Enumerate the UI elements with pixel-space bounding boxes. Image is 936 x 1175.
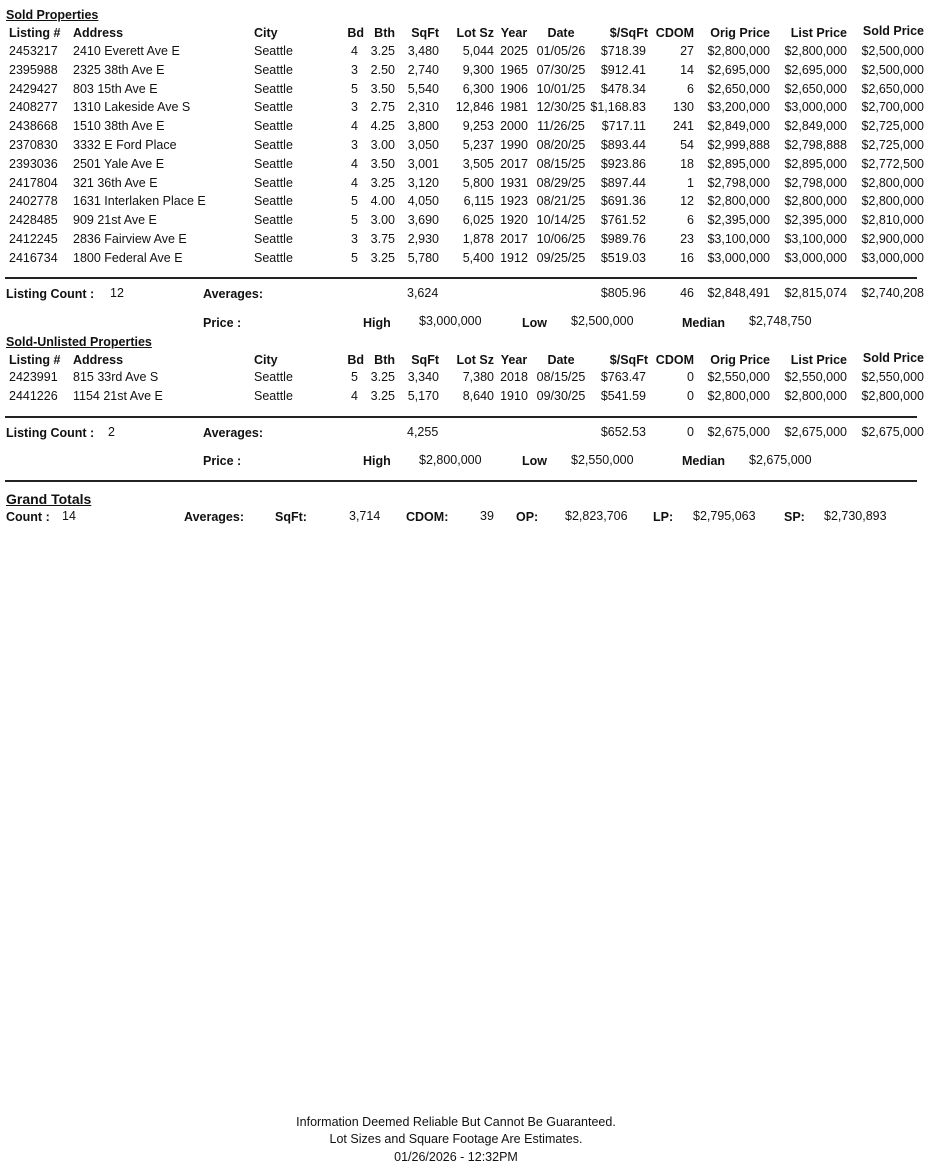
cell-bathrooms: 3.75 (370, 232, 395, 246)
cell-sold-date: 10/06/25 (536, 232, 586, 246)
unlisted-avg-sold-price: $2,675,000 (861, 425, 924, 439)
cell-sold-date: 11/26/25 (537, 119, 585, 134)
header-orig-price: Orig Price (710, 26, 770, 40)
header-bth: Bth (374, 26, 395, 40)
table-row (0, 42, 936, 60)
cell-list-price: $2,800,000 (784, 44, 847, 58)
cell-bathrooms: 3.25 (370, 250, 395, 265)
unlisted-count-label: Listing Count : (6, 426, 95, 440)
cell-list-price: $2,895,000 (784, 156, 847, 171)
cell-city: Seattle (254, 232, 293, 246)
cell-cdom: 241 (673, 119, 694, 134)
cell-bedrooms: 4 (351, 175, 358, 190)
header-bth: Bth (374, 353, 395, 367)
cell-sold-date: 10/01/25 (536, 81, 586, 96)
cell-sold-price: $2,800,000 (861, 175, 924, 190)
sold-count-value: 12 (110, 286, 124, 300)
cell-sold-price: $2,772,500 (861, 156, 924, 171)
cell-orig-price: $2,695,000 (707, 62, 770, 77)
cell-cdom: 6 (687, 213, 694, 228)
cell-sqft: 5,540 (407, 81, 439, 96)
cell-listing-number: 2416734 (9, 250, 58, 265)
cell-cdom: 54 (680, 138, 694, 152)
cell-price-per-sqft: $541.59 (600, 389, 646, 403)
cell-price-per-sqft: $519.03 (600, 250, 646, 265)
cell-year-built: 2000 (500, 119, 528, 134)
cell-list-price: $3,000,000 (784, 100, 847, 115)
cell-cdom: 18 (680, 156, 694, 171)
cell-address: 1310 Lakeside Ave S (73, 100, 191, 115)
cell-bathrooms: 2.50 (370, 62, 395, 77)
table-row (0, 117, 936, 135)
cell-city: Seattle (254, 370, 293, 384)
cell-sold-price: $2,550,000 (861, 370, 924, 384)
cell-city: Seattle (254, 250, 293, 265)
cell-lot-size: 3,505 (462, 156, 494, 171)
grand-divider (5, 480, 917, 482)
cell-address: 3332 E Ford Place (73, 138, 177, 152)
cell-sqft: 3,120 (407, 175, 439, 190)
cell-bathrooms: 3.25 (370, 370, 395, 384)
cell-listing-number: 2408277 (9, 100, 58, 115)
cell-sold-date: 08/15/25 (536, 156, 586, 171)
grand-cdom-label: CDOM: (406, 510, 449, 524)
cell-sqft: 3,480 (407, 44, 439, 58)
cell-sold-date: 01/05/26 (536, 44, 586, 58)
sold-avg-list-price: $2,815,074 (784, 286, 847, 300)
cell-sold-date: 08/15/25 (536, 370, 586, 384)
grand-cdom-value: 39 (480, 509, 494, 523)
cell-sold-date: 07/30/25 (536, 62, 586, 77)
cell-sold-price: $2,725,000 (861, 138, 924, 152)
cell-bedrooms: 5 (351, 81, 358, 96)
cell-price-per-sqft: $691.36 (600, 194, 646, 209)
unlisted-low-value: $2,550,000 (571, 453, 634, 467)
sold-avg-sold-price: $2,740,208 (861, 286, 924, 300)
sold-divider (5, 277, 917, 279)
cell-lot-size: 6,300 (462, 81, 494, 96)
header-date: Date (547, 353, 575, 367)
cell-bedrooms: 5 (351, 194, 358, 209)
header-cdom: CDOM (655, 26, 694, 40)
sold-high-value: $3,000,000 (419, 314, 482, 328)
cell-orig-price: $2,798,000 (707, 175, 770, 190)
unlisted-avg-ppsf: $652.53 (600, 425, 646, 439)
cell-sqft: 2,310 (407, 100, 439, 115)
cell-sold-price: $2,900,000 (861, 232, 924, 246)
cell-bathrooms: 3.25 (370, 175, 395, 190)
cell-price-per-sqft: $897.44 (600, 175, 646, 190)
cell-cdom: 23 (680, 232, 694, 246)
cell-listing-number: 2395988 (9, 62, 58, 77)
cell-lot-size: 1,878 (462, 232, 494, 246)
cell-cdom: 27 (680, 44, 694, 58)
cell-lot-size: 7,380 (462, 370, 494, 384)
table-row (0, 174, 936, 192)
cell-price-per-sqft: $718.39 (600, 44, 646, 58)
cell-orig-price: $3,100,000 (707, 232, 770, 246)
unlisted-median-label: Median (682, 454, 726, 468)
cell-orig-price: $3,000,000 (707, 250, 770, 265)
cell-price-per-sqft: $923.86 (600, 156, 646, 171)
cell-bathrooms: 3.25 (370, 389, 395, 403)
table-row (0, 61, 936, 79)
header-address: Address (73, 26, 124, 40)
table-row (0, 80, 936, 98)
cell-lot-size: 5,044 (462, 44, 494, 58)
table-row (0, 368, 936, 386)
cell-address: 1510 38th Ave E (73, 119, 165, 134)
cell-price-per-sqft: $717.11 (601, 119, 646, 134)
header-year: Year (500, 353, 528, 367)
cell-lot-size: 5,237 (462, 138, 494, 152)
header-sold-price: Sold Price (862, 24, 924, 38)
unlisted-averages-label: Averages: (203, 426, 263, 440)
cell-year-built: 1923 (500, 194, 528, 209)
cell-bathrooms: 2.75 (370, 100, 395, 115)
cell-sold-price: $2,725,000 (861, 119, 924, 134)
cell-year-built: 2017 (500, 156, 528, 171)
cell-listing-number: 2441226 (9, 389, 58, 403)
cell-list-price: $2,798,000 (784, 175, 847, 190)
cell-year-built: 2025 (500, 44, 528, 58)
grand-lp-label: LP: (653, 510, 674, 524)
cell-address: 1154 21st Ave E (73, 389, 163, 403)
sold-median-label: Median (682, 316, 726, 330)
cell-address: 803 15th Ave E (73, 81, 158, 96)
grand-sp-value: $2,730,893 (824, 509, 887, 523)
cell-cdom: 6 (687, 81, 694, 96)
cell-cdom: 0 (687, 370, 694, 384)
cell-lot-size: 6,115 (463, 194, 494, 209)
cell-lot-size: 9,253 (462, 119, 494, 134)
cell-address: 2501 Yale Ave E (73, 156, 165, 171)
cell-city: Seattle (254, 389, 293, 403)
header-list-price: List Price (790, 353, 847, 367)
cell-city: Seattle (254, 119, 293, 134)
cell-orig-price: $2,849,000 (707, 119, 770, 134)
header-sqft: SqFt (411, 353, 439, 367)
cell-city: Seattle (254, 194, 293, 209)
cell-bathrooms: 3.00 (370, 138, 395, 152)
header-sqft: SqFt (411, 26, 439, 40)
cell-list-price: $3,000,000 (784, 250, 847, 265)
grand-totals-title: Grand Totals (6, 491, 92, 507)
cell-address: 2325 38th Ave E (73, 62, 165, 77)
cell-list-price: $2,550,000 (784, 370, 847, 384)
cell-sold-price: $3,000,000 (861, 250, 924, 265)
cell-city: Seattle (254, 100, 293, 115)
sold-low-label: Low (522, 316, 547, 330)
cell-price-per-sqft: $761.52 (600, 213, 646, 228)
header-lot: Lot Sz (456, 26, 494, 40)
table-row (0, 98, 936, 116)
grand-op-value: $2,823,706 (565, 509, 628, 523)
sold-averages-label: Averages: (203, 287, 263, 301)
table-row (0, 155, 936, 173)
cell-bathrooms: 4.00 (370, 194, 395, 209)
cell-address: 815 33rd Ave S (73, 370, 159, 384)
cell-listing-number: 2412245 (9, 232, 58, 246)
cell-sqft: 3,001 (407, 156, 439, 171)
cell-city: Seattle (254, 156, 293, 171)
cell-sold-date: 12/30/25 (536, 100, 586, 115)
cell-year-built: 1920 (500, 213, 528, 228)
unlisted-section-title: Sold-Unlisted Properties (6, 335, 152, 349)
unlisted-avg-list-price: $2,675,000 (784, 425, 847, 439)
sold-avg-ppsf: $805.96 (600, 286, 646, 300)
cell-sold-date: 08/29/25 (536, 175, 586, 190)
header-city: City (254, 26, 278, 40)
cell-city: Seattle (254, 138, 293, 152)
header-year: Year (500, 26, 528, 40)
cell-sqft: 3,800 (407, 119, 439, 134)
cell-sold-date: 09/25/25 (536, 250, 586, 265)
cell-orig-price: $3,200,000 (707, 100, 770, 115)
cell-address: 1800 Federal Ave E (73, 250, 183, 265)
header-date: Date (547, 26, 575, 40)
cell-price-per-sqft: $989.76 (600, 232, 646, 246)
cell-listing-number: 2393036 (9, 156, 58, 171)
cell-sqft: 3,690 (407, 213, 439, 228)
cell-orig-price: $2,395,000 (707, 213, 770, 228)
cell-city: Seattle (254, 175, 293, 190)
unlisted-median-value: $2,675,000 (749, 453, 812, 467)
cell-price-per-sqft: $763.47 (600, 370, 646, 384)
cell-cdom: 16 (680, 250, 694, 265)
cell-bedrooms: 3 (351, 100, 358, 115)
footer-disclaimer: Information Deemed Reliable But Cannot Be Guaranteed. (296, 1115, 616, 1129)
header-listing: Listing # (9, 26, 61, 40)
cell-orig-price: $2,550,000 (707, 370, 770, 384)
cell-year-built: 2017 (500, 232, 528, 246)
cell-sold-price: $2,800,000 (861, 389, 924, 403)
cell-listing-number: 2370830 (9, 138, 58, 152)
header-list-price: List Price (790, 26, 847, 40)
sold-section-title: Sold Properties (6, 8, 99, 22)
cell-orig-price: $2,999,888 (707, 138, 770, 152)
cell-list-price: $2,849,000 (784, 119, 847, 134)
unlisted-high-value: $2,800,000 (419, 453, 482, 467)
cell-bathrooms: 3.00 (370, 213, 395, 228)
sold-low-value: $2,500,000 (571, 314, 634, 328)
cell-address: 909 21st Ave E (73, 213, 157, 228)
cell-sqft: 5,780 (407, 250, 439, 265)
cell-city: Seattle (254, 213, 293, 228)
table-row (0, 387, 936, 405)
grand-count-value: 14 (62, 509, 76, 523)
header-sold-price: Sold Price (862, 351, 924, 365)
grand-sp-label: SP: (784, 510, 805, 524)
sold-median-value: $2,748,750 (749, 314, 812, 328)
cell-bedrooms: 4 (351, 156, 358, 171)
table-row (0, 249, 936, 267)
unlisted-high-label: High (363, 454, 391, 468)
cell-list-price: $2,395,000 (784, 213, 847, 228)
cell-price-per-sqft: $912.41 (600, 62, 646, 77)
cell-bedrooms: 3 (351, 232, 358, 246)
header-cdom: CDOM (655, 353, 694, 367)
unlisted-count-value: 2 (108, 425, 115, 439)
cell-sqft: 4,050 (407, 194, 439, 209)
cell-year-built: 2018 (500, 370, 528, 384)
cell-bedrooms: 5 (351, 250, 358, 265)
header-city: City (254, 353, 278, 367)
unlisted-price-label: Price : (203, 454, 242, 468)
cell-orig-price: $2,650,000 (707, 81, 770, 96)
table-row (0, 230, 936, 248)
header-ppsf: $/SqFt (609, 353, 648, 367)
header-lot: Lot Sz (456, 353, 494, 367)
cell-bedrooms: 3 (351, 62, 358, 77)
cell-sold-date: 09/30/25 (536, 389, 586, 403)
cell-sqft: 5,170 (407, 389, 439, 403)
sold-avg-sqft: 3,624 (407, 286, 439, 300)
cell-year-built: 1912 (500, 250, 528, 265)
cell-lot-size: 8,640 (462, 389, 494, 403)
cell-listing-number: 2429427 (9, 81, 58, 96)
table-row (0, 136, 936, 154)
cell-address: 2410 Everett Ave E (73, 44, 180, 58)
cell-address: 2836 Fairview Ave E (73, 232, 187, 246)
cell-orig-price: $2,800,000 (707, 194, 770, 209)
cell-cdom: 1 (687, 175, 694, 190)
grand-lp-value: $2,795,063 (693, 509, 756, 523)
cell-listing-number: 2423991 (9, 370, 58, 384)
cell-sqft: 3,340 (407, 370, 439, 384)
header-orig-price: Orig Price (710, 353, 770, 367)
cell-year-built: 1965 (500, 62, 528, 77)
cell-city: Seattle (254, 81, 293, 96)
cell-orig-price: $2,800,000 (707, 389, 770, 403)
sold-high-label: High (363, 316, 391, 330)
header-listing: Listing # (9, 353, 61, 367)
cell-listing-number: 2438668 (9, 119, 58, 134)
cell-lot-size: 6,025 (462, 213, 494, 228)
cell-listing-number: 2428485 (9, 213, 58, 228)
cell-sold-date: 10/14/25 (536, 213, 586, 228)
cell-sold-price: $2,650,000 (861, 81, 924, 96)
cell-address: 1631 Interlaken Place E (73, 194, 206, 209)
unlisted-avg-orig-price: $2,675,000 (707, 425, 770, 439)
cell-listing-number: 2402778 (9, 194, 58, 209)
cell-sold-price: $2,700,000 (861, 100, 924, 115)
header-ppsf: $/SqFt (609, 26, 648, 40)
cell-list-price: $2,800,000 (784, 194, 847, 209)
cell-price-per-sqft: $1,168.83 (590, 100, 646, 115)
cell-year-built: 1931 (500, 175, 528, 190)
cell-list-price: $2,800,000 (784, 389, 847, 403)
cell-orig-price: $2,800,000 (707, 44, 770, 58)
footer-timestamp: 01/26/2026 - 12:32PM (394, 1150, 518, 1164)
cell-bedrooms: 4 (351, 389, 358, 403)
cell-bathrooms: 3.25 (370, 44, 395, 58)
cell-listing-number: 2417804 (9, 175, 58, 190)
cell-list-price: $2,798,888 (784, 138, 847, 152)
cell-bedrooms: 5 (351, 370, 358, 384)
sold-avg-cdom: 46 (680, 286, 694, 300)
cell-year-built: 1981 (500, 100, 528, 115)
cell-price-per-sqft: $893.44 (600, 138, 646, 152)
cell-city: Seattle (254, 62, 293, 77)
cell-lot-size: 5,400 (462, 250, 494, 265)
sold-price-label: Price : (203, 316, 242, 330)
grand-averages-label: Averages: (184, 510, 244, 524)
cell-lot-size: 5,800 (462, 175, 494, 190)
sold-table-header (0, 24, 936, 42)
cell-bathrooms: 4.25 (370, 119, 395, 134)
header-bd: Bd (347, 26, 364, 40)
header-address: Address (73, 353, 124, 367)
cell-address: 321 36th Ave E (73, 175, 158, 190)
unlisted-avg-sqft: 4,255 (407, 425, 439, 439)
cell-lot-size: 9,300 (462, 62, 494, 77)
cell-sold-date: 08/20/25 (536, 138, 586, 152)
cell-list-price: $2,695,000 (784, 62, 847, 77)
cell-year-built: 1990 (500, 138, 528, 152)
cell-sqft: 2,740 (407, 62, 439, 77)
table-row (0, 211, 936, 229)
cell-cdom: 12 (680, 194, 694, 209)
cell-price-per-sqft: $478.34 (600, 81, 646, 96)
cell-cdom: 130 (673, 100, 694, 115)
cell-orig-price: $2,895,000 (707, 156, 770, 171)
cell-bathrooms: 3.50 (370, 81, 395, 96)
cell-sqft: 2,930 (407, 232, 439, 246)
cell-city: Seattle (254, 44, 293, 58)
cell-sqft: 3,050 (407, 138, 439, 152)
grand-sqft-label: SqFt: (275, 510, 307, 524)
cell-bedrooms: 4 (351, 44, 358, 58)
unlisted-divider (5, 416, 917, 418)
sold-count-label: Listing Count : (6, 287, 95, 301)
unlisted-avg-cdom: 0 (687, 425, 694, 439)
cell-bedrooms: 4 (351, 119, 358, 134)
unlisted-low-label: Low (522, 454, 547, 468)
cell-bedrooms: 5 (351, 213, 358, 228)
cell-list-price: $2,650,000 (784, 81, 847, 96)
sold-avg-orig-price: $2,848,491 (707, 286, 770, 300)
table-row (0, 192, 936, 210)
unlisted-table-header (0, 351, 936, 369)
header-bd: Bd (347, 353, 364, 367)
cell-bedrooms: 3 (351, 138, 358, 152)
cell-bathrooms: 3.50 (370, 156, 395, 171)
cell-sold-price: $2,500,000 (861, 62, 924, 77)
cell-cdom: 14 (680, 62, 694, 77)
cell-sold-price: $2,500,000 (861, 44, 924, 58)
cell-year-built: 1910 (500, 389, 528, 403)
footer-estimates-note: Lot Sizes and Square Footage Are Estimates. (329, 1132, 583, 1146)
cell-sold-price: $2,800,000 (861, 194, 924, 209)
grand-count-label: Count : (6, 510, 50, 524)
cell-list-price: $3,100,000 (784, 232, 847, 246)
grand-sqft-value: 3,714 (349, 509, 381, 523)
cell-sold-price: $2,810,000 (861, 213, 924, 228)
cell-listing-number: 2453217 (9, 44, 58, 58)
cell-sold-date: 08/21/25 (536, 194, 586, 209)
cell-year-built: 1906 (500, 81, 528, 96)
cell-cdom: 0 (687, 389, 694, 403)
cell-lot-size: 12,846 (455, 100, 494, 115)
grand-op-label: OP: (516, 510, 539, 524)
